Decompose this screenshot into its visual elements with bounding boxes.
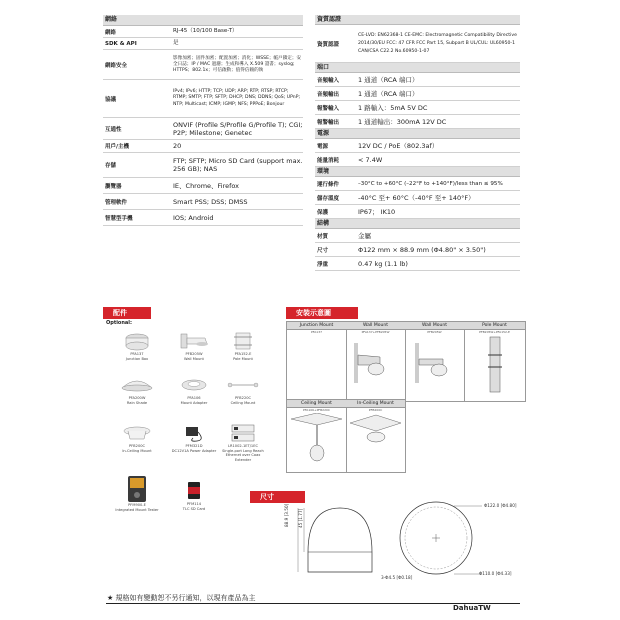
mount-diagram-grid-bottom (286, 399, 406, 473)
wall-junction-drawing-icon (346, 335, 405, 395)
mount-model: PFB205W+PFA152-E (479, 330, 510, 334)
spec-row (315, 243, 520, 257)
accessory-model: LR1002-1ET/1EC (228, 444, 258, 448)
dimension-base-diameter: Φ110.0 [Φ4.33] (479, 571, 512, 576)
spec-row (103, 194, 303, 210)
mount-name: Pole Mount (464, 322, 525, 330)
spec-row (315, 153, 520, 167)
spec-row (315, 139, 520, 153)
dimensions-banner: 尺寸 (250, 491, 305, 503)
accessory-item (171, 422, 217, 453)
spec-value: IOS; Android (173, 213, 214, 222)
spec-key: 材質 (317, 233, 329, 240)
optional-label: Optional: (106, 320, 133, 326)
spec-key: 運行條件 (317, 181, 340, 188)
accessory-name: Integrated Mount Tester (115, 507, 159, 512)
spec-row (103, 153, 303, 178)
accessory-name: Rain Shade (126, 400, 148, 405)
accessory-name: Ceiling Mount (230, 400, 256, 405)
spec-value: 0.47 kg (1.1 lb) (358, 259, 408, 268)
spec-row (315, 229, 520, 243)
mount-cell (405, 322, 465, 401)
spec-row (315, 73, 520, 87)
brand-name: DahuaTW (453, 604, 491, 612)
accessory-item (114, 475, 160, 512)
mount-cell (287, 322, 347, 401)
mount-diagram-grid-top (286, 321, 526, 402)
accessory-model: PFB200C (128, 444, 146, 448)
spec-value: < 7.4W (358, 155, 383, 164)
accessories-banner: 配件 (103, 307, 151, 319)
accessory-model: PFM900-E (128, 503, 146, 507)
spec-row (103, 26, 303, 38)
accessory-item (171, 374, 217, 405)
spec-value: Smart PSS; DSS; DMSS (173, 197, 248, 206)
accessory-model: PFA200W (128, 396, 146, 400)
accessory-name: Single-port Long Reach Ethernet over Coax Extender (222, 448, 264, 462)
accessory-name: Wall Mount (184, 356, 204, 361)
rain-shade-icon (114, 374, 160, 396)
accessory-model: PFA152-E (234, 352, 252, 356)
accessory-item (220, 422, 266, 462)
spec-key: 管理軟件 (105, 199, 128, 206)
spec-key: 資質認證 (317, 41, 340, 48)
spec-row (103, 178, 303, 194)
section-struct-title: 結構 (315, 219, 520, 229)
accessory-item (220, 374, 266, 405)
spec-key: 網絡安全 (105, 62, 128, 69)
accessory-name: Mount Adapter (180, 400, 208, 405)
wall-mount-icon (171, 330, 217, 352)
spec-row (315, 101, 520, 115)
section-network-title: 網絡 (103, 15, 303, 26)
mount-cell (346, 400, 405, 472)
spec-key: 網絡 (105, 29, 117, 36)
network-spec-table (103, 15, 303, 226)
spec-value: FTP; SFTP; Micro SD Card (support max. 256 GB); NAS (173, 157, 303, 173)
spec-value: 1 通道（RCA 端口） (358, 89, 419, 98)
spec-value: 是 (173, 40, 179, 46)
spec-key: 互通性 (105, 126, 122, 133)
accessory-name: Pole Mount (233, 356, 253, 361)
spec-row (103, 140, 303, 153)
mount-cell (464, 322, 525, 401)
accessory-name: DC12V1A Power Adapter (171, 448, 217, 453)
spec-value: 1 路輸入：5mA 5V DC (358, 103, 428, 112)
accessory-item (220, 330, 266, 361)
accessory-model: PFB205W (185, 352, 203, 356)
ceiling-mount-drawing-icon (287, 413, 346, 471)
mount-model: PFA106+PFB220C (303, 408, 330, 412)
mount-name: Wall Mount (405, 322, 464, 330)
spec-key: 能量消耗 (317, 157, 340, 164)
ethernet-extender-icon (220, 422, 266, 444)
accessory-name: TLC SD Card (182, 506, 206, 511)
spec-value: CE-LVD: EN62368-1 CE-EMC: Electromagnetic Compatibility Directive 2014/30/EU FCC: 47 CFR FCC Part 15, Subpart B UL/CUL: UL60950-1 CAN/CSA C22.2 No.60950-1-07 (358, 32, 517, 54)
spec-value: IE、Chrome、Firefox (173, 181, 240, 190)
wall-mount-drawing-icon (405, 335, 464, 395)
spec-key: 保護 (317, 209, 329, 216)
spec-key: 報警輸出 (317, 119, 340, 126)
spec-value: Φ122 mm × 88.9 mm (Φ4.80" × 3.50") (358, 245, 486, 254)
in-ceiling-mount-drawing-icon (346, 413, 405, 471)
spec-value: RJ-45（10/100 Base-T） (173, 28, 238, 34)
spec-key: 音頻輸出 (317, 91, 340, 98)
spec-key: 電源 (317, 143, 329, 150)
spec-value: 1 通道輸出：300mA 12V DC (358, 117, 447, 126)
section-cert-title: 資質認證 (315, 15, 520, 25)
spec-row (315, 205, 520, 219)
spec-row (315, 87, 520, 101)
pole-mount-drawing-icon (464, 335, 525, 395)
spec-value: IP67； IK10 (358, 207, 396, 216)
spec-key: 尺寸 (317, 247, 329, 254)
accessory-model: PFA137 (130, 352, 144, 356)
spec-row (103, 38, 303, 50)
section-env-title: 環境 (315, 167, 520, 177)
spec-value: 20 (173, 142, 182, 150)
spec-value: 金屬 (358, 231, 371, 240)
spec-key: 存儲 (105, 163, 117, 169)
spec-change-footnote: ★ 規格如有變動恕不另行通知，以現有產品為主 (107, 594, 256, 602)
spec-row (103, 118, 303, 140)
spec-key: 智慧型手機 (105, 215, 133, 222)
section-power-title: 電源 (315, 129, 520, 139)
spec-key: 淨重 (317, 261, 329, 268)
pole-mount-icon (220, 330, 266, 352)
accessory-name: In-Ceiling Mount (122, 448, 152, 453)
spec-row (103, 50, 303, 80)
mount-cell (287, 400, 347, 472)
mount-model: PFA137+PFB205W (361, 330, 390, 334)
spec-row (103, 80, 303, 118)
mount-model: PFB205W (427, 330, 442, 334)
mount-adapter-icon (171, 374, 217, 396)
section-port-title: 端口 (315, 63, 520, 73)
accessory-model: PFA106 (187, 396, 201, 400)
spec-value: 影像加密；固件加密；配置加密；消化；WSSE；帳戶鎖定；安全日誌；IP / MAC 過濾；生成和導入 X.509 證書；syslog; HTTPS；802.1x；可信啟動；值得信賴的執 (173, 55, 302, 73)
accessory-item (114, 422, 160, 453)
mount-tester-icon (114, 475, 160, 503)
spec-value: –30°C to +60°C (–22°F to +140°F)/less than ≤ 95% (358, 180, 503, 187)
sd-card-icon (171, 480, 217, 502)
spec-key: 儲存溫度 (317, 195, 340, 202)
accessory-item (171, 480, 217, 511)
mount-name: Junction Mount (287, 322, 346, 330)
ceiling-mount-icon (220, 374, 266, 396)
installation-banner: 安裝示意圖 (286, 307, 358, 319)
spec-row (315, 177, 520, 191)
spec-row (315, 25, 520, 63)
dimension-diameter: Φ122.0 [Φ4.80] (484, 503, 517, 508)
dimension-dome-height: 45 [1.77] (298, 508, 303, 528)
spec-value: ONVIF (Profile S/Profile G/Profile T); CGI; P2P; Milestone; Genetec (173, 120, 303, 137)
spec-key: 音頻輸入 (317, 77, 340, 84)
mount-model: PFA137 (310, 330, 323, 334)
spec-value: 12V DC / PoE（802.3af） (358, 141, 439, 150)
spec-key: 用戶/主機 (105, 144, 130, 150)
mount-cell (346, 322, 406, 401)
in-ceiling-mount-icon (114, 422, 160, 444)
spec-row (103, 210, 303, 226)
mount-name: In-Ceiling Mount (346, 400, 405, 408)
accessory-item (171, 330, 217, 361)
accessory-item (114, 330, 160, 361)
spec-key: SDK & API (105, 40, 137, 47)
spec-row (315, 191, 520, 205)
spec-value: -40°C 至+ 60°C（-40°F 至+ 140°F） (358, 193, 475, 202)
spec-value: IPv4; IPv6; HTTP; TCP; UDP; ARP; RTP; RTSP; RTCP; RTMP; SMTP; FTP; SFTP; DHCP; DNS; DDNS; QoS; UPnP; NTP; Multicast; ICMP; IGMP; NFS; PPPoE; Bonjour (173, 88, 301, 107)
accessory-item (114, 374, 160, 405)
spec-row (315, 115, 520, 129)
junction-box-icon (114, 330, 160, 352)
accessory-name: Junction Box (125, 356, 149, 361)
spec-value: 1 通道（RCA 端口） (358, 75, 419, 84)
accessory-model: PFM114 (186, 502, 202, 506)
mount-name: Wall Mount (346, 322, 405, 330)
spec-row (315, 257, 520, 271)
hardware-spec-table (315, 15, 520, 271)
power-adapter-icon (171, 422, 217, 444)
dimension-height: 88.9 [3.50] (284, 503, 289, 527)
spec-key: 瀏覽器 (105, 183, 122, 190)
mount-model: PFB200C (368, 408, 383, 412)
dimension-screw: 3-Φ4.5 [Φ0.18] (381, 575, 413, 580)
spec-key: 報警輸入 (317, 105, 340, 112)
spec-key: 協議 (105, 96, 117, 103)
accessory-model: PFB220C (234, 396, 252, 400)
mount-name: Ceiling Mount (287, 400, 346, 408)
accessory-model: PFM321D (185, 444, 203, 448)
